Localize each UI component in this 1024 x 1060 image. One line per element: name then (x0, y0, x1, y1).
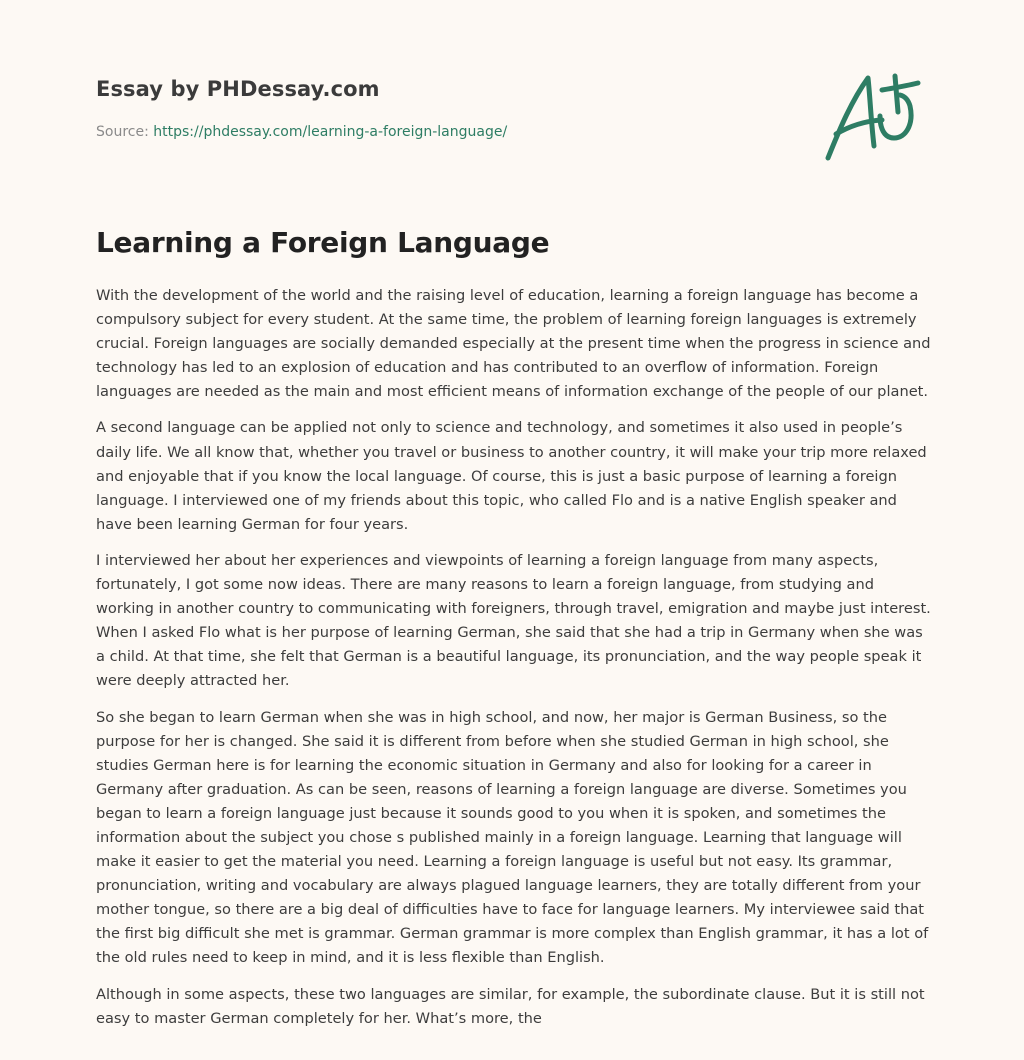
essay-paragraph: With the development of the world and the raising level of education, learning a foreign language has become a compulsory subject for every student. At the same time, the problem of learning foreign languages is extremely crucial. Foreign languages are socially demanded especially at the present time when the progress in science and technology has led to an explosion of education and has contributed to an overflow of information. Foreign languages are needed as the main and most efficient means of information exchange of the people of our planet. (96, 287, 931, 401)
essay-title: Learning a Foreign Language (96, 226, 550, 259)
a-plus-grade-icon (822, 66, 932, 166)
source-link[interactable]: https://phdessay.com/learning-a-foreign-language/ (153, 124, 508, 140)
source-label: Source: (96, 124, 149, 140)
essay-paragraph: So she began to learn German when she was in high school, and now, her major is German Business, so the purpose for her is changed. She said it is different from before when she studied German in high school, she studies German here is for learning the economic situation in Germany and also for looking for a career in Germany after graduation. As can be seen, reasons of learning a foreign language are diverse. Sometimes you began to learn a foreign language just because it sounds good to you when it is spoken, and sometimes the information about the subject you chose s published mainly in a foreign language. Learning that language will make it easier to get the material you need. Learning a foreign language is useful but not easy. Its grammar, pronunciation, writing and vocabulary are always plagued language learners, they are totally different from your mother tongue, so there are a big deal of difficulties have to face for language learners. My interviewee said that the first big difficult she met is grammar. German grammar is more complex than English grammar, it has a lot of the old rules need to keep in mind, and it is less flexible than English. (96, 708, 929, 967)
essay-paragraph: I interviewed her about her experiences and viewpoints of learning a foreign language from many aspects, fortunately, I got some now ideas. There are many reasons to learn a foreign language, from studying and working in another country to communicating with foreigners, through travel, emigration and maybe just interest. When I asked Flo what is her purpose of learning German, she said that she had a trip in Germany when she was a child. At that time, she felt that German is a beautiful language, its pronunciation, and the way people speak it were deeply attracted her. (96, 551, 931, 690)
essay-paragraph: Although in some aspects, these two languages are similar, for example, the subordinate clause. But it is still not easy to master German completely for her. What’s more, the (96, 985, 925, 1027)
essay-body (96, 284, 931, 1043)
source-line (96, 124, 507, 140)
essay-paragraph: A second language can be applied not only to science and technology, and sometimes it also used in people’s daily life. We all know that, whether you travel or business to another country, it will make your trip more relaxed and enjoyable that if you know the local language. Of course, this is just a basic purpose of learning a foreign language. I interviewed one of my friends about this topic, who called Flo and is a native English speaker and have been learning German for four years. (96, 419, 927, 533)
site-brand: Essay by PHDessay.com (96, 77, 380, 101)
